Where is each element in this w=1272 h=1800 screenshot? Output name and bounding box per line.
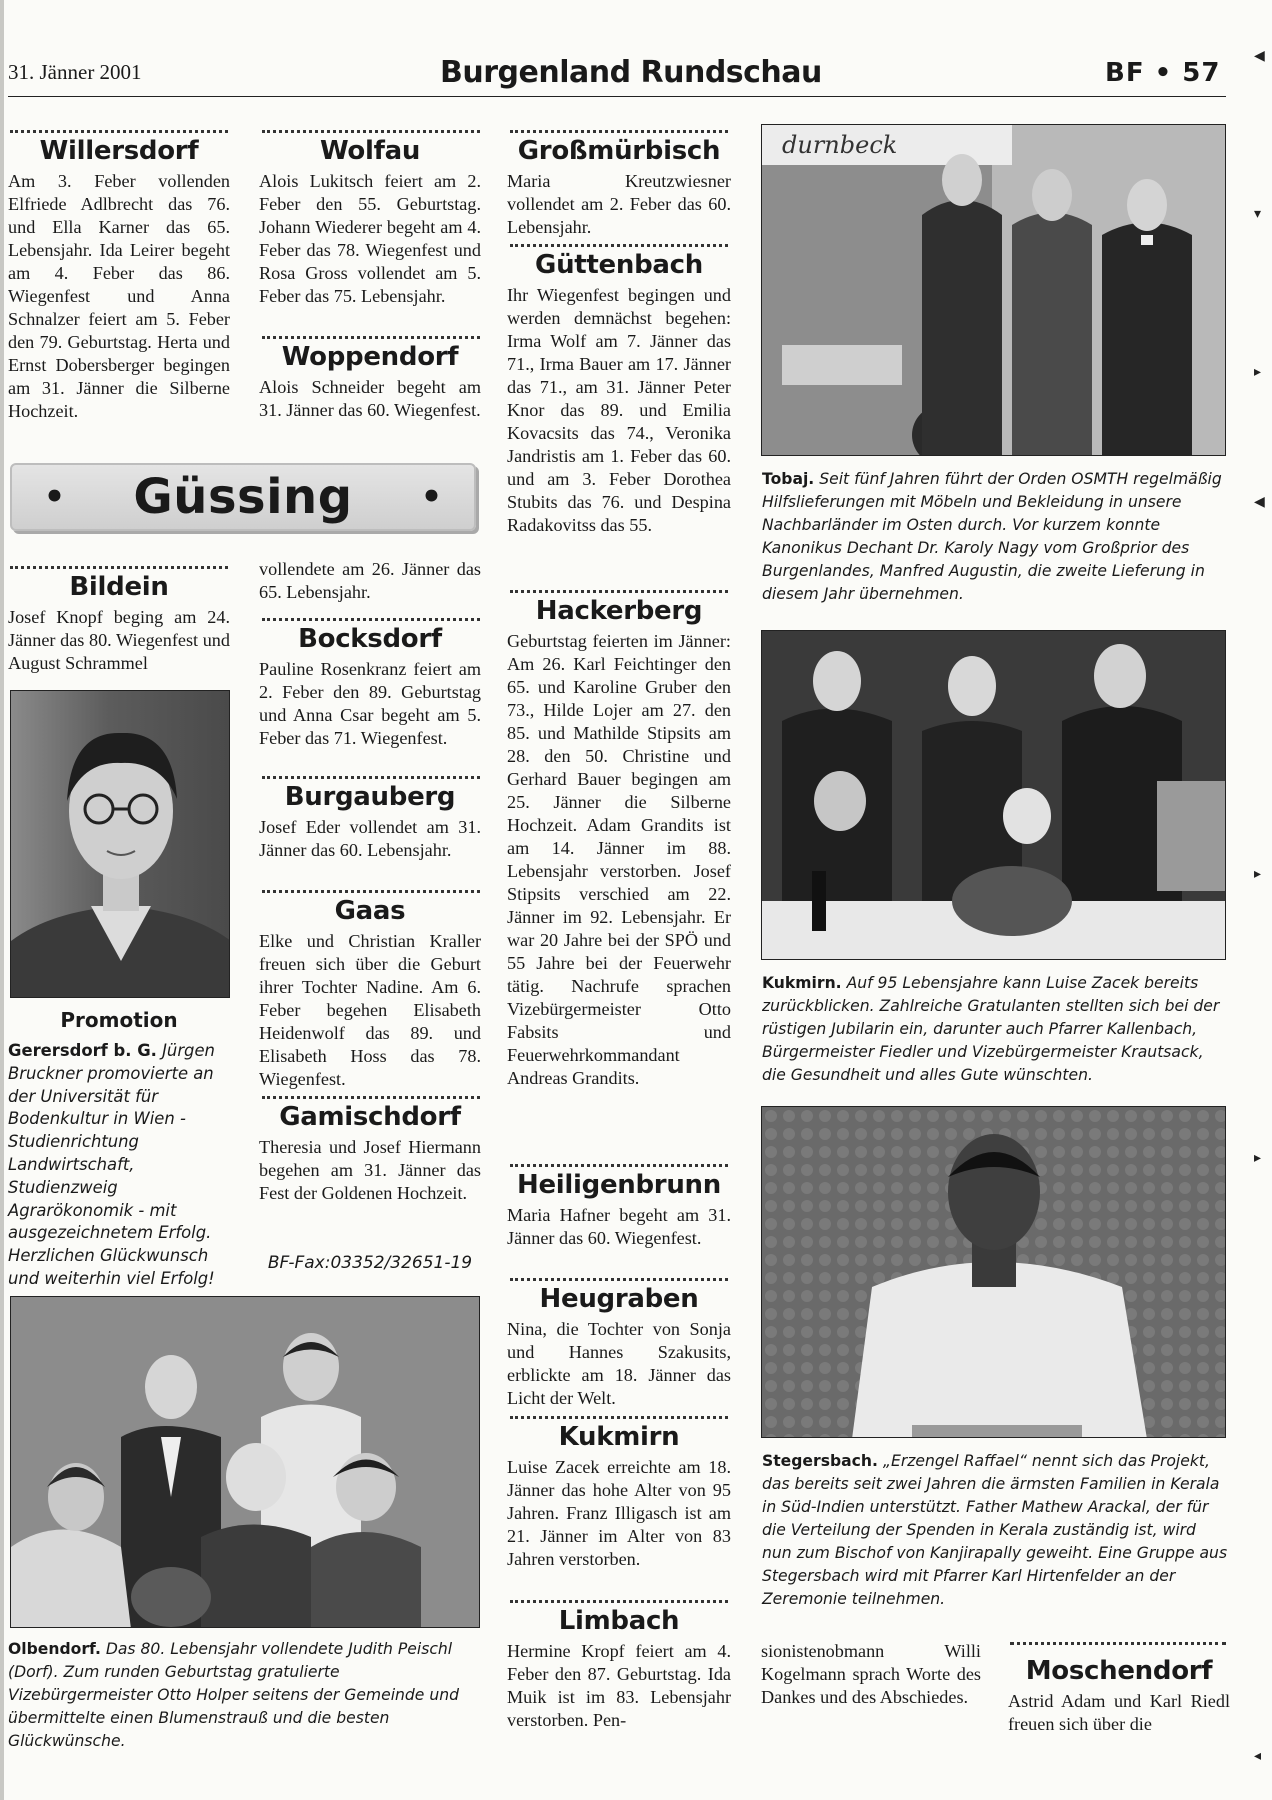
- tobaj-photo: [761, 124, 1226, 456]
- page-date: 31. Jänner 2001: [8, 60, 142, 84]
- divider: [1010, 1642, 1226, 1645]
- section-title-limbach: Limbach: [558, 1606, 680, 1636]
- promotion-place: Gerersdorf b. G.: [8, 1041, 157, 1060]
- fax-number: BF-Fax:03352/32651-19: [267, 1253, 473, 1273]
- bildein-continuation: vollendete am 26. Jänner das 65. Lebensjahr.: [259, 559, 481, 602]
- margin-mark: ▸: [1254, 364, 1262, 380]
- divider: [510, 1278, 728, 1281]
- margin-mark: ▸: [1254, 1150, 1262, 1166]
- divider: [262, 890, 480, 893]
- section-title-moschendorf: Moschendorf: [1025, 1656, 1213, 1686]
- caption-place: Stegersbach.: [762, 1452, 878, 1470]
- caption-place: Tobaj.: [762, 470, 815, 488]
- section-title-hackerberg: Hackerberg: [535, 596, 703, 626]
- caption-place: Olbendorf.: [8, 1640, 101, 1658]
- divider: [262, 336, 480, 339]
- limbach-continuation: sionistenobmann Willi Kogelmann sprach Worte des Dankes und des Abschiedes.: [761, 1641, 981, 1707]
- section-title-woppendorf: Woppendorf: [281, 342, 459, 372]
- kukmirn-illustration: [762, 631, 1226, 960]
- header-rule: [8, 96, 1226, 97]
- promotion-text: [8, 1040, 232, 1291]
- divider: [510, 1164, 728, 1167]
- divider: [262, 618, 480, 621]
- banner-bullet: •: [43, 477, 66, 517]
- caption-body: „Erzengel Raffael“ nennt sich das Projekt, das bereits seit zwei Jahren die ärmsten Familien in Kerala in Süd-Indien unterstützt. Father Mathew Arackal, der für die Verteilung der Spenden in Kerala zuständig ist, wird nun zum Bischof von Kanjirapally geweiht. Eine Gruppe aus Stegersbach wird mit Pfarrer Karl Hirtenfelder an der Zeremonie teilnehmen.: [762, 1452, 1228, 1608]
- section-text-moschendorf: Astrid Adam und Karl Riedl freuen sich über die: [1008, 1691, 1230, 1734]
- section-title-willersdorf: Willersdorf: [39, 136, 199, 166]
- section-title-gamischdorf: Gamischdorf: [279, 1102, 461, 1132]
- section-title-burgauberg: Burgauberg: [284, 782, 456, 812]
- section-title-bildein: Bildein: [69, 572, 169, 602]
- section-text-burgauberg: Josef Eder vollendet am 31. Jänner das 60. Lebensjahr.: [259, 817, 481, 860]
- divider: [262, 776, 480, 779]
- portrait-photo: [10, 690, 230, 998]
- section-title-heiligenbrunn: Heiligenbrunn: [517, 1170, 721, 1200]
- divider: [10, 130, 228, 133]
- stegersbach-photo: [761, 1106, 1226, 1438]
- section-title-grossmuerbisch: Großmürbisch: [517, 136, 721, 166]
- section-text-heugraben: Nina, die Tochter von Sonja und Hannes Szakusits, erblickte am 18. Jänner das Licht der Welt.: [507, 1319, 731, 1408]
- section-text-gamischdorf: Theresia und Josef Hiermann begehen am 31. Jänner das Fest der Goldenen Hochzeit.: [259, 1137, 481, 1203]
- margin-mark: ▾: [1254, 206, 1262, 222]
- divider: [262, 1096, 480, 1099]
- section-text-limbach: Hermine Kropf feiert am 4. Feber den 87. Geburtstag. Ida Muik ist im 83. Lebensjahr verstorben. Pen-: [507, 1641, 731, 1730]
- section-text-heiligenbrunn: Maria Hafner begeht am 31. Jänner das 60. Wiegenfest.: [507, 1205, 731, 1248]
- left-scan-edge: [0, 0, 4, 1800]
- section-text-grossmuerbisch: Maria Kreutzwiesner vollendet am 2. Feber das 60. Lebensjahr.: [507, 171, 731, 237]
- section-text-woppendorf: Alois Schneider begeht am 31. Jänner das 60. Wiegenfest.: [259, 377, 481, 420]
- page-number: BF • 57: [1105, 58, 1221, 88]
- stegersbach-illustration: [762, 1107, 1226, 1438]
- promotion-body: Jürgen Bruckner promovierte an der Universität für Bodenkultur in Wien - Studienrichtung Landwirtschaft, Studienzweig Agrarökonomik - mit ausgezeichnetem Erfolg. Herzlichen Glückwunsch und weiterhin viel Erfolg!: [8, 1041, 215, 1288]
- margin-mark: ◂: [1254, 1748, 1262, 1764]
- divider: [510, 590, 728, 593]
- kukmirn-caption: [762, 972, 1228, 1087]
- tobaj-caption: [762, 468, 1228, 606]
- van-sign-text: durnbeck: [782, 131, 898, 159]
- section-title-guettenbach: Güttenbach: [535, 250, 703, 280]
- margin-mark: ▸: [1254, 866, 1262, 882]
- olbendorf-photo: [10, 1296, 480, 1628]
- divider: [510, 1416, 728, 1419]
- divider: [510, 1600, 728, 1603]
- divider: [262, 130, 480, 133]
- newspaper-title: Burgenland Rundschau: [440, 55, 822, 90]
- section-text-wolfau: Alois Lukitsch feiert am 2. Feber den 55. Geburtstag. Johann Wiederer begeht am 4. Feber das 78. Wiegenfest und Rosa Gross vollendet am 5. Feber das 75. Lebensjahr.: [259, 171, 481, 306]
- olbendorf-caption: [8, 1638, 480, 1753]
- section-title-kukmirn: Kukmirn: [558, 1422, 680, 1452]
- banner-bullet: •: [420, 477, 443, 517]
- section-title-gaas: Gaas: [334, 896, 406, 926]
- section-title-heugraben: Heugraben: [539, 1284, 699, 1314]
- caption-body: Das 80. Lebensjahr vollendete Judith Peischl (Dorf). Zum runden Geburtstag gratulierte Vizebürgermeister Otto Holper seitens der Gemeinde und übermittelte einen Blumenstrauß und die besten Glückwünsche.: [8, 1640, 460, 1750]
- group-illustration: [11, 1297, 480, 1628]
- divider: [510, 130, 728, 133]
- section-text-willersdorf: Am 3. Feber vollenden Elfriede Adlbrecht das 76. und Ella Karner das 65. Lebensjahr. Ida Leirer begeht am 4. Feber das 86. Wiegenfest und Anna Schnalzer feiert am 5. Feber den 79. Geburtstag. Herta und Ernst Dobersberger begingen am 31. Jänner die Silberne Hochzeit.: [8, 171, 230, 421]
- section-title-bocksdorf: Bocksdorf: [298, 624, 442, 654]
- section-title-promotion: Promotion: [60, 1008, 178, 1032]
- section-text-hackerberg: Geburtstag feierten im Jänner: Am 26. Karl Feichtinger den 65. und Karoline Gruber den 73., Hilde Lojer am 27. den 85. und Mathilde Stipsits am 28. den 50. Christine und Gerhard Bauer begingen am 25. Jänner die Silberne Hochzeit. Adam Grandits ist am 14. Jänner im 88. Lebensjahr verstorben. Josef Stipsits verschied am 22. Jänner im 92. Lebensjahr. Er war 20 Jahre bei der SPÖ und 55 Jahre bei der Feuerwehr tätig. Nachrufe sprachen Vizebürgermeister Otto Fabsits und Feuerwehrkommandant Andreas Grandits.: [507, 631, 731, 1088]
- portrait-illustration: [11, 691, 230, 998]
- section-text-kukmirn: Luise Zacek erreichte am 18. Jänner das hohe Alter von 95 Jahren. Franz Illigasch ist am 21. Jänner im Alter von 83 Jahren verstorben.: [507, 1457, 731, 1569]
- divider: [10, 566, 228, 569]
- divider: [510, 244, 728, 247]
- region-banner-gussing: [10, 463, 476, 531]
- stegersbach-caption: [762, 1450, 1228, 1611]
- section-text-bildein: Josef Knopf beging am 24. Jänner das 80. Wiegenfest und August Schrammel: [8, 607, 230, 673]
- section-text-guettenbach: Ihr Wiegenfest begingen und werden demnächst begehen: Irma Wolf am 7. Jänner das 71., Irma Bauer am 17. Jänner das 71., am 31. Jänner Peter Knor das 89. und Emilia Kovacsits das 74., Veronika Jandristis am 1. Feber das 60. und am 3. Feber Dorothea Stubits das 76. und Despina Radakovitss das 55.: [507, 285, 731, 535]
- caption-body: Seit fünf Jahren führt der Orden OSMTH regelmäßig Hilfslieferungen mit Möbeln und Bekleidung in unsere Nachbarländer im Osten durch. Vor kurzem konnte Kanonikus Dechant Dr. Karoly Nagy vom Großprior des Burgenlandes, Manfred Augustin, die zweite Lieferung in diesem Jahr übernehmen.: [762, 470, 1222, 603]
- margin-mark: ◀: [1254, 494, 1265, 510]
- margin-mark: ◀: [1254, 48, 1265, 64]
- kukmirn-photo: [761, 630, 1226, 960]
- section-title-wolfau: Wolfau: [319, 136, 421, 166]
- tobaj-illustration: [762, 125, 1226, 456]
- banner-title: Güssing: [133, 469, 353, 525]
- caption-body: Auf 95 Lebensjahre kann Luise Zacek bereits zurückblicken. Zahlreiche Gratulanten stellten sich bei der rüstigen Jubilarin ein, darunter auch Pfarrer Kallenbach, Bürgermeister Fiedler und Vizebürgermeister Krautsack, die Gesundheit und alles Gute wünschten.: [762, 974, 1220, 1084]
- section-text-gaas: Elke und Christian Kraller freuen sich über die Geburt ihrer Tochter Nadine. Am 6. Feber begehen Elisabeth Heidenwolf das 89. und Elisabeth Hoss das 78. Wiegenfest.: [259, 931, 481, 1089]
- caption-place: Kukmirn.: [762, 974, 842, 992]
- section-text-bocksdorf: Pauline Rosenkranz feiert am 2. Feber den 89. Geburtstag und Anna Csar begeht am 5. Feber das 71. Wiegenfest.: [259, 659, 481, 748]
